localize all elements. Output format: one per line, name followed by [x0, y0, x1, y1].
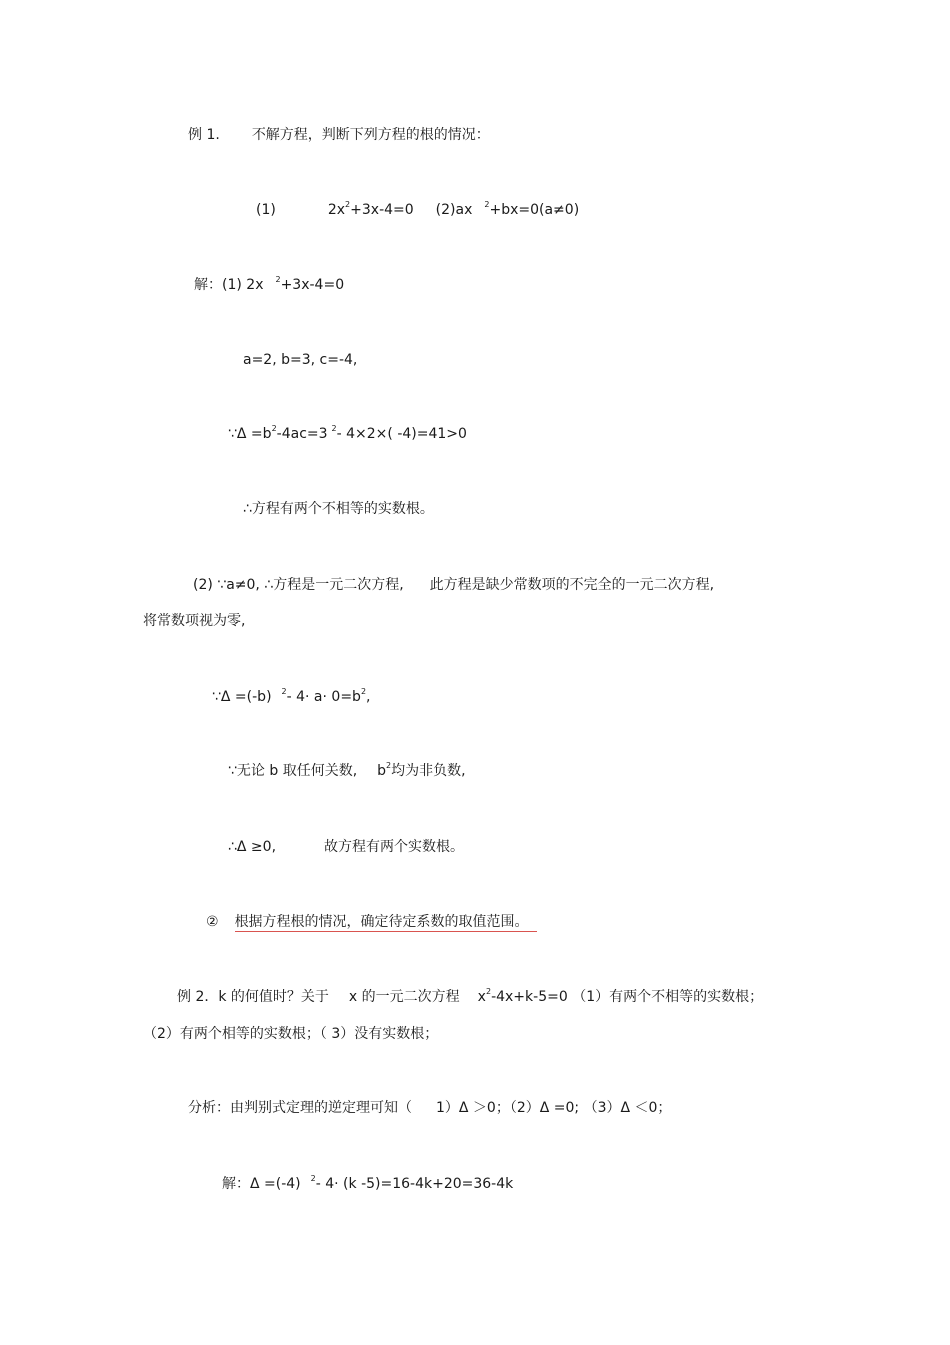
solution-1-conclusion: ∴方程有两个不相等的实数根。 — [243, 501, 434, 517]
analysis: 分析：由判别式定理的逆定理可知（ 1）Δ ＞0；（2）Δ =0; （3）Δ ＜0； — [188, 1100, 672, 1116]
solution-2-reason: ∵无论 b 取任何关数, $b^2$均为非负数, — [228, 761, 466, 779]
example-1-heading — [188, 126, 490, 144]
solution-1-discriminant: ∵Δ $=b^2-4ac=3$ $^2$- 4×2×( -4)=41>0 — [228, 424, 467, 442]
section-marker: ② — [206, 914, 219, 930]
example-2-line-1: 例 2．k 的何值时？关于 x 的一元二次方程 $x^2-4x+k-5=0$ （1）有两个不相等的实数根； — [177, 987, 764, 1005]
section-2-heading — [206, 913, 537, 931]
solution-2-intro: (2) ∵a≠0, ∴方程是一元二次方程, 此方程是缺少常数项的不完全的一元二次方程, — [193, 577, 715, 593]
problem-equations — [256, 201, 579, 221]
example-label: 例 1. — [188, 127, 220, 143]
example-text: 不解方程，判断下列方程的根的情况： — [251, 127, 490, 143]
solution-2-conclusion: ∴Δ ≥0, 故方程有两个实数根。 — [228, 839, 465, 855]
problem-1-equation: $2x^2+3x-4=0$ — [327, 200, 414, 218]
solution-2-discriminant: ∵Δ =(-b) $^2$- $4\cdot a\cdot 0=b^2$, — [212, 687, 371, 705]
problem-1-label: (1) — [256, 202, 276, 218]
solution-1-coefficients: a=2, b=3, c=-4, — [243, 352, 358, 368]
section-2-title: 根据方程根的情况，确定待定系数的取值范围。 — [235, 914, 537, 932]
problem-2-equation: (2)ax $^2$+bx=0(a≠0) — [435, 200, 580, 218]
example-2-line-2: （2）有两个相等的实数根；（ 3）没有实数根； — [143, 1026, 439, 1042]
solution-1-header: 解：(1) 2x $^2$+3x-4=0 — [194, 275, 345, 293]
solution-2-note: 将常数项视为零, — [143, 613, 246, 629]
solution-3: 解：Δ =(-4) $^2$- 4· (k -5)=16-4k+20=36-4k — [222, 1174, 514, 1192]
